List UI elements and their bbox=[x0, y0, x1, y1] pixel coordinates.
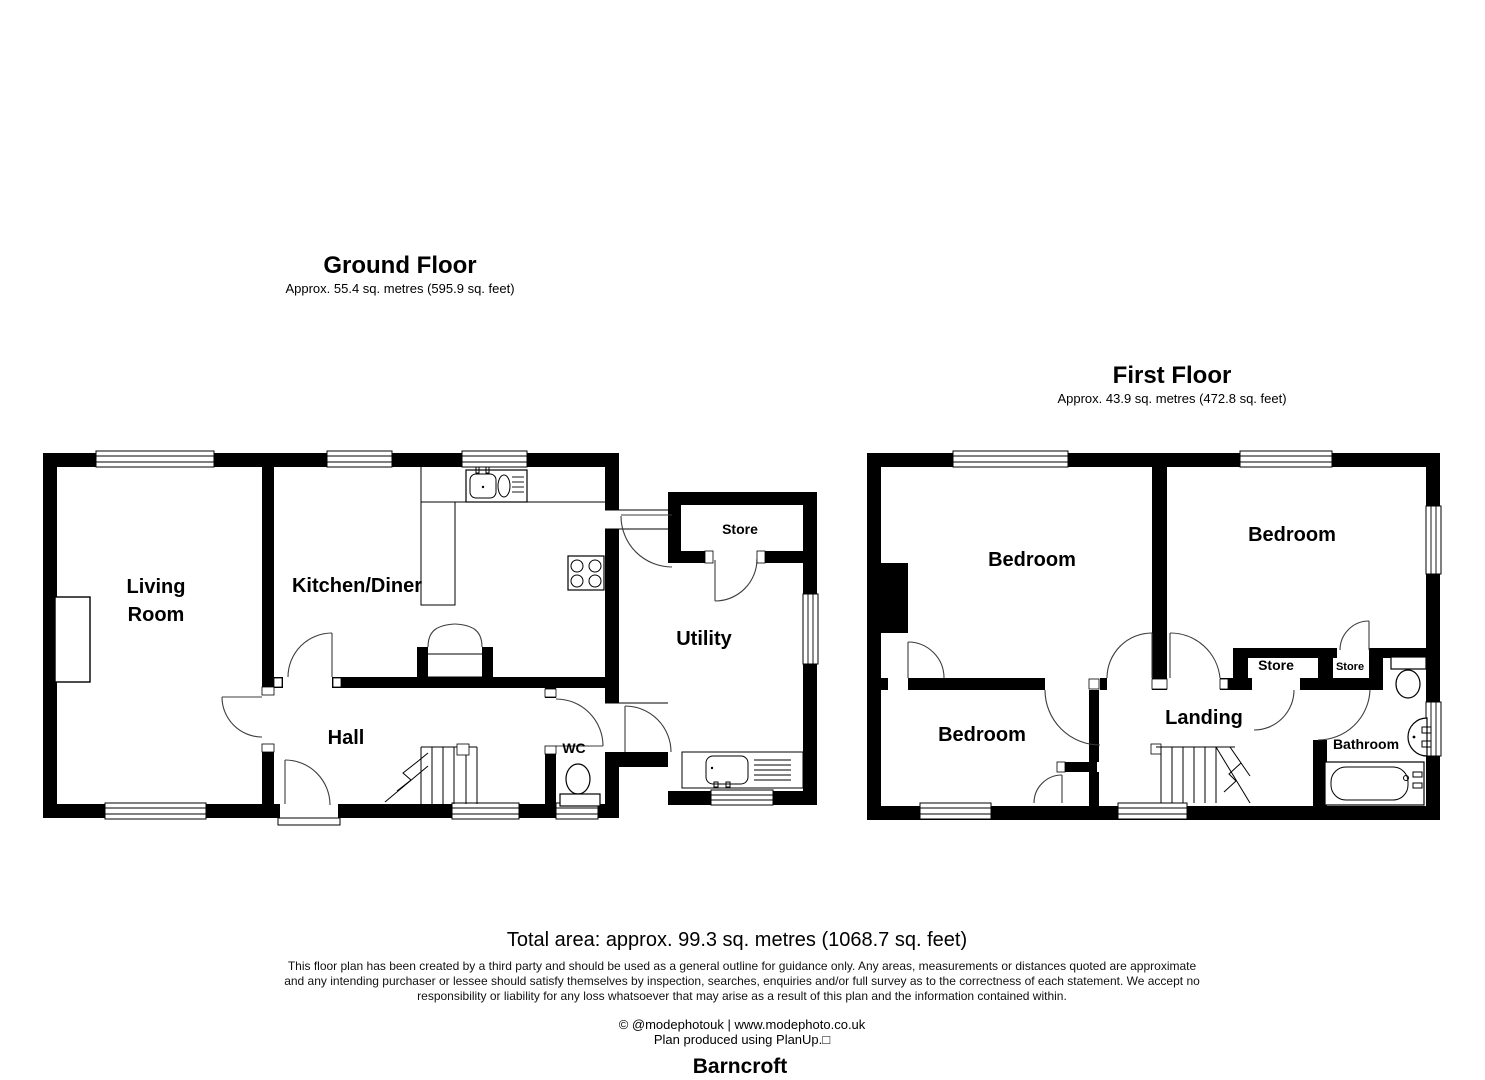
bath-icon bbox=[1325, 762, 1424, 805]
kitchen-diner-label: Kitchen/Diner bbox=[291, 575, 423, 597]
window bbox=[1118, 803, 1187, 819]
stairs-icon bbox=[385, 744, 477, 804]
bedroom-bottom-left-label: Bedroom bbox=[938, 724, 1026, 746]
window bbox=[462, 451, 527, 467]
disclaimer-line-1: This floor plan has been created by a third party and should be used as a general outline for guidance only. Any areas, measurements or distances quoted are approximate bbox=[287, 959, 1197, 973]
bedroom-top-left-door-icon bbox=[1107, 633, 1152, 678]
front-door-icon bbox=[285, 760, 330, 805]
ground-floor-plan bbox=[43, 451, 818, 825]
hall-label: Hall bbox=[327, 727, 365, 749]
closet-door-icon bbox=[1034, 775, 1062, 803]
store-door-icon bbox=[715, 559, 757, 601]
window bbox=[105, 803, 206, 819]
kitchen-sink-icon bbox=[466, 467, 527, 502]
produced-text: Plan produced using PlanUp.□ bbox=[653, 1032, 831, 1047]
property-name: Barncroft bbox=[692, 1055, 788, 1078]
living-room-label-2: Room bbox=[127, 604, 185, 626]
ground-floor-title: Ground Floor bbox=[323, 252, 477, 279]
bedroom-top-right-door-icon bbox=[1170, 633, 1220, 678]
chimney-recess-icon bbox=[55, 597, 90, 682]
ground-floor-labels bbox=[127, 521, 759, 756]
understairs-bifold-door-icon bbox=[425, 624, 483, 677]
window bbox=[452, 803, 519, 819]
credit-text: © @modephotouk | www.modephoto.co.uk bbox=[618, 1017, 866, 1032]
hob-icon bbox=[568, 556, 604, 590]
ground-floor-area: Approx. 55.4 sq. metres (595.9 sq. feet) bbox=[285, 281, 515, 296]
window bbox=[327, 451, 392, 467]
basin-icon bbox=[1408, 718, 1431, 756]
kitchen-utility-door-icon bbox=[621, 515, 672, 567]
bedroom-left-secondary-door-icon bbox=[908, 642, 944, 678]
front-door-sill bbox=[278, 818, 340, 825]
window bbox=[96, 451, 214, 467]
utility-back-door-icon bbox=[625, 706, 671, 752]
bedroom-top-left-label: Bedroom bbox=[988, 549, 1076, 571]
wc-door-icon bbox=[556, 699, 603, 746]
living-room-label-1: Living bbox=[126, 576, 186, 598]
ground-store-label: Store bbox=[722, 521, 758, 537]
wc-toilet-icon bbox=[560, 764, 600, 806]
total-area-text: Total area: approx. 99.3 sq. metres (1068.7 sq. feet) bbox=[506, 929, 968, 951]
window bbox=[803, 594, 818, 664]
first-floor-labels bbox=[938, 524, 1399, 752]
chimney-breast-icon bbox=[880, 563, 908, 633]
wc-label: WC bbox=[562, 740, 586, 756]
window bbox=[920, 803, 991, 819]
window bbox=[953, 451, 1068, 467]
stairs-icon bbox=[1151, 744, 1250, 803]
utility-label: Utility bbox=[676, 628, 732, 650]
utility-sink-icon bbox=[682, 752, 803, 788]
disclaimer-line-3: responsibility or liability for any loss whatsoever that may arise as a result of this plan and the information contained within. bbox=[417, 989, 1067, 1003]
kitchen-door-icon bbox=[288, 633, 332, 677]
store-left-door-icon bbox=[1254, 690, 1294, 730]
bathroom-label: Bathroom bbox=[1332, 736, 1400, 752]
bathroom-door-icon bbox=[1318, 690, 1370, 740]
window bbox=[1426, 702, 1441, 756]
store-right-door-icon bbox=[1340, 621, 1369, 650]
first-floor-title: First Floor bbox=[1112, 362, 1232, 389]
landing-label: Landing bbox=[1165, 707, 1243, 729]
first-floor-area: Approx. 43.9 sq. metres (472.8 sq. feet) bbox=[1057, 391, 1287, 406]
store-right-label: Store bbox=[1335, 661, 1365, 673]
disclaimer-text bbox=[237, 959, 1247, 1004]
window bbox=[1240, 451, 1332, 467]
disclaimer-line-2: and any intending purchaser or lessee should satisfy themselves by inspection, searches, enquiries and/or full survey as to the correctness of each statement. We accept no bbox=[284, 974, 1200, 988]
living-room-door-icon bbox=[222, 697, 262, 737]
window bbox=[1426, 506, 1441, 574]
bathroom-toilet-icon bbox=[1391, 657, 1426, 698]
bedroom-top-right-label: Bedroom bbox=[1248, 524, 1336, 546]
store-left-label: Store bbox=[1258, 657, 1294, 673]
window bbox=[711, 790, 773, 805]
first-floor-plan bbox=[867, 451, 1441, 820]
